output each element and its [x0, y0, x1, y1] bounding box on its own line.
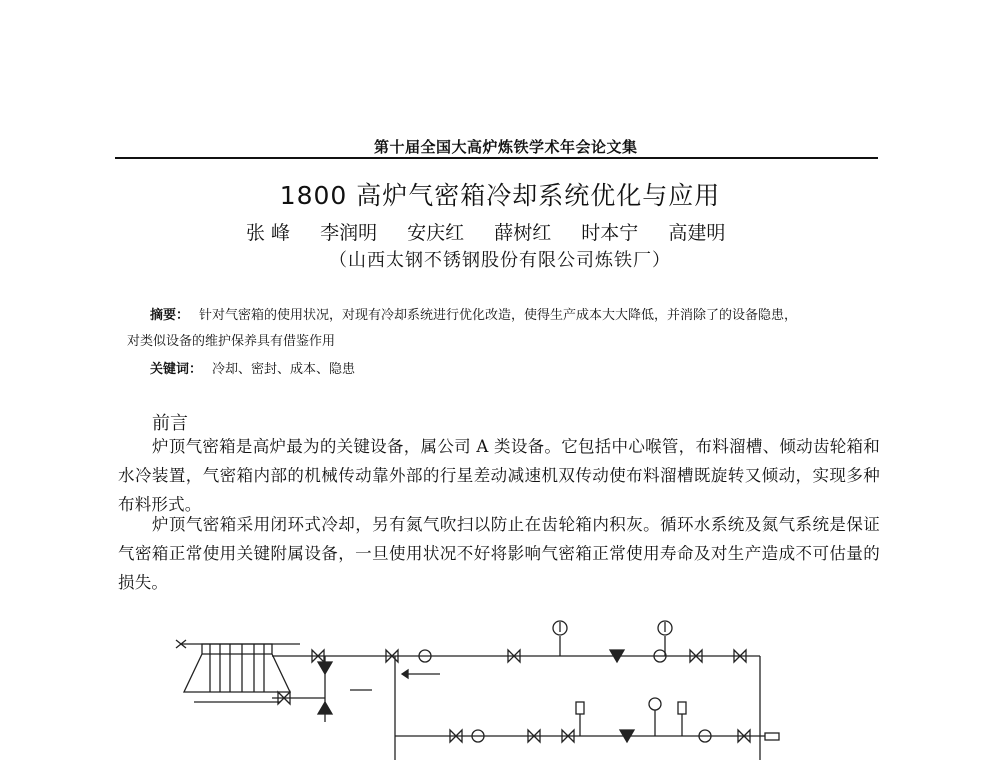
running-head: 第十届全国大高炉炼铁学术年会论文集: [374, 138, 638, 156]
author: 时本宁: [581, 222, 639, 244]
keywords-label: 关键词：: [150, 362, 203, 377]
abstract-text-line2: 对类似设备的维护保养具有借鉴作用: [127, 334, 336, 349]
author: 薛树红: [494, 222, 552, 244]
abstract-text-line1: 针对气密箱的使用状况，对现有冷却系统进行优化改造，使得生产成本大大降低，并消除了的设备隐患，: [199, 308, 798, 323]
author: 安庆红: [407, 222, 465, 244]
gas-tight-box-icon: [184, 644, 290, 692]
cooling-system-schematic: [150, 592, 800, 760]
affiliation: （山西太钢不锈钢股份有限公司炼铁厂）: [329, 250, 671, 271]
keywords: [150, 358, 355, 377]
section-title: 前言: [152, 413, 188, 434]
author-list: [246, 218, 749, 245]
header-rule: [115, 157, 878, 159]
keywords-text: 冷却、密封、成本、隐患: [212, 362, 356, 377]
paragraph: 炉顶气密箱是高炉最为的关键设备，属公司 A 类设备。它包括中心喉管，布料溜槽、倾动齿轮箱和水冷装置，气密箱内部的机械传动靠外部的行星差动减速机双传动使布料溜槽既旋转又倾动，实现多种布料形式。: [118, 437, 880, 514]
abstract: [150, 304, 797, 323]
author: 李润明: [320, 222, 378, 244]
paper-title: 1800 高炉气密箱冷却系统优化与应用: [279, 181, 721, 210]
abstract-label: 摘要：: [150, 308, 190, 323]
author: 高建明: [668, 222, 726, 244]
author: 张 峰: [246, 222, 291, 244]
paragraph: 炉顶气密箱采用闭环式冷却，另有氮气吹扫以防止在齿轮箱内积灰。循环水系统及氮气系统是保证气密箱正常使用关键附属设备，一旦使用状况不好将影响气密箱正常使用寿命及对生产造成不可估量的损失。: [118, 515, 880, 592]
